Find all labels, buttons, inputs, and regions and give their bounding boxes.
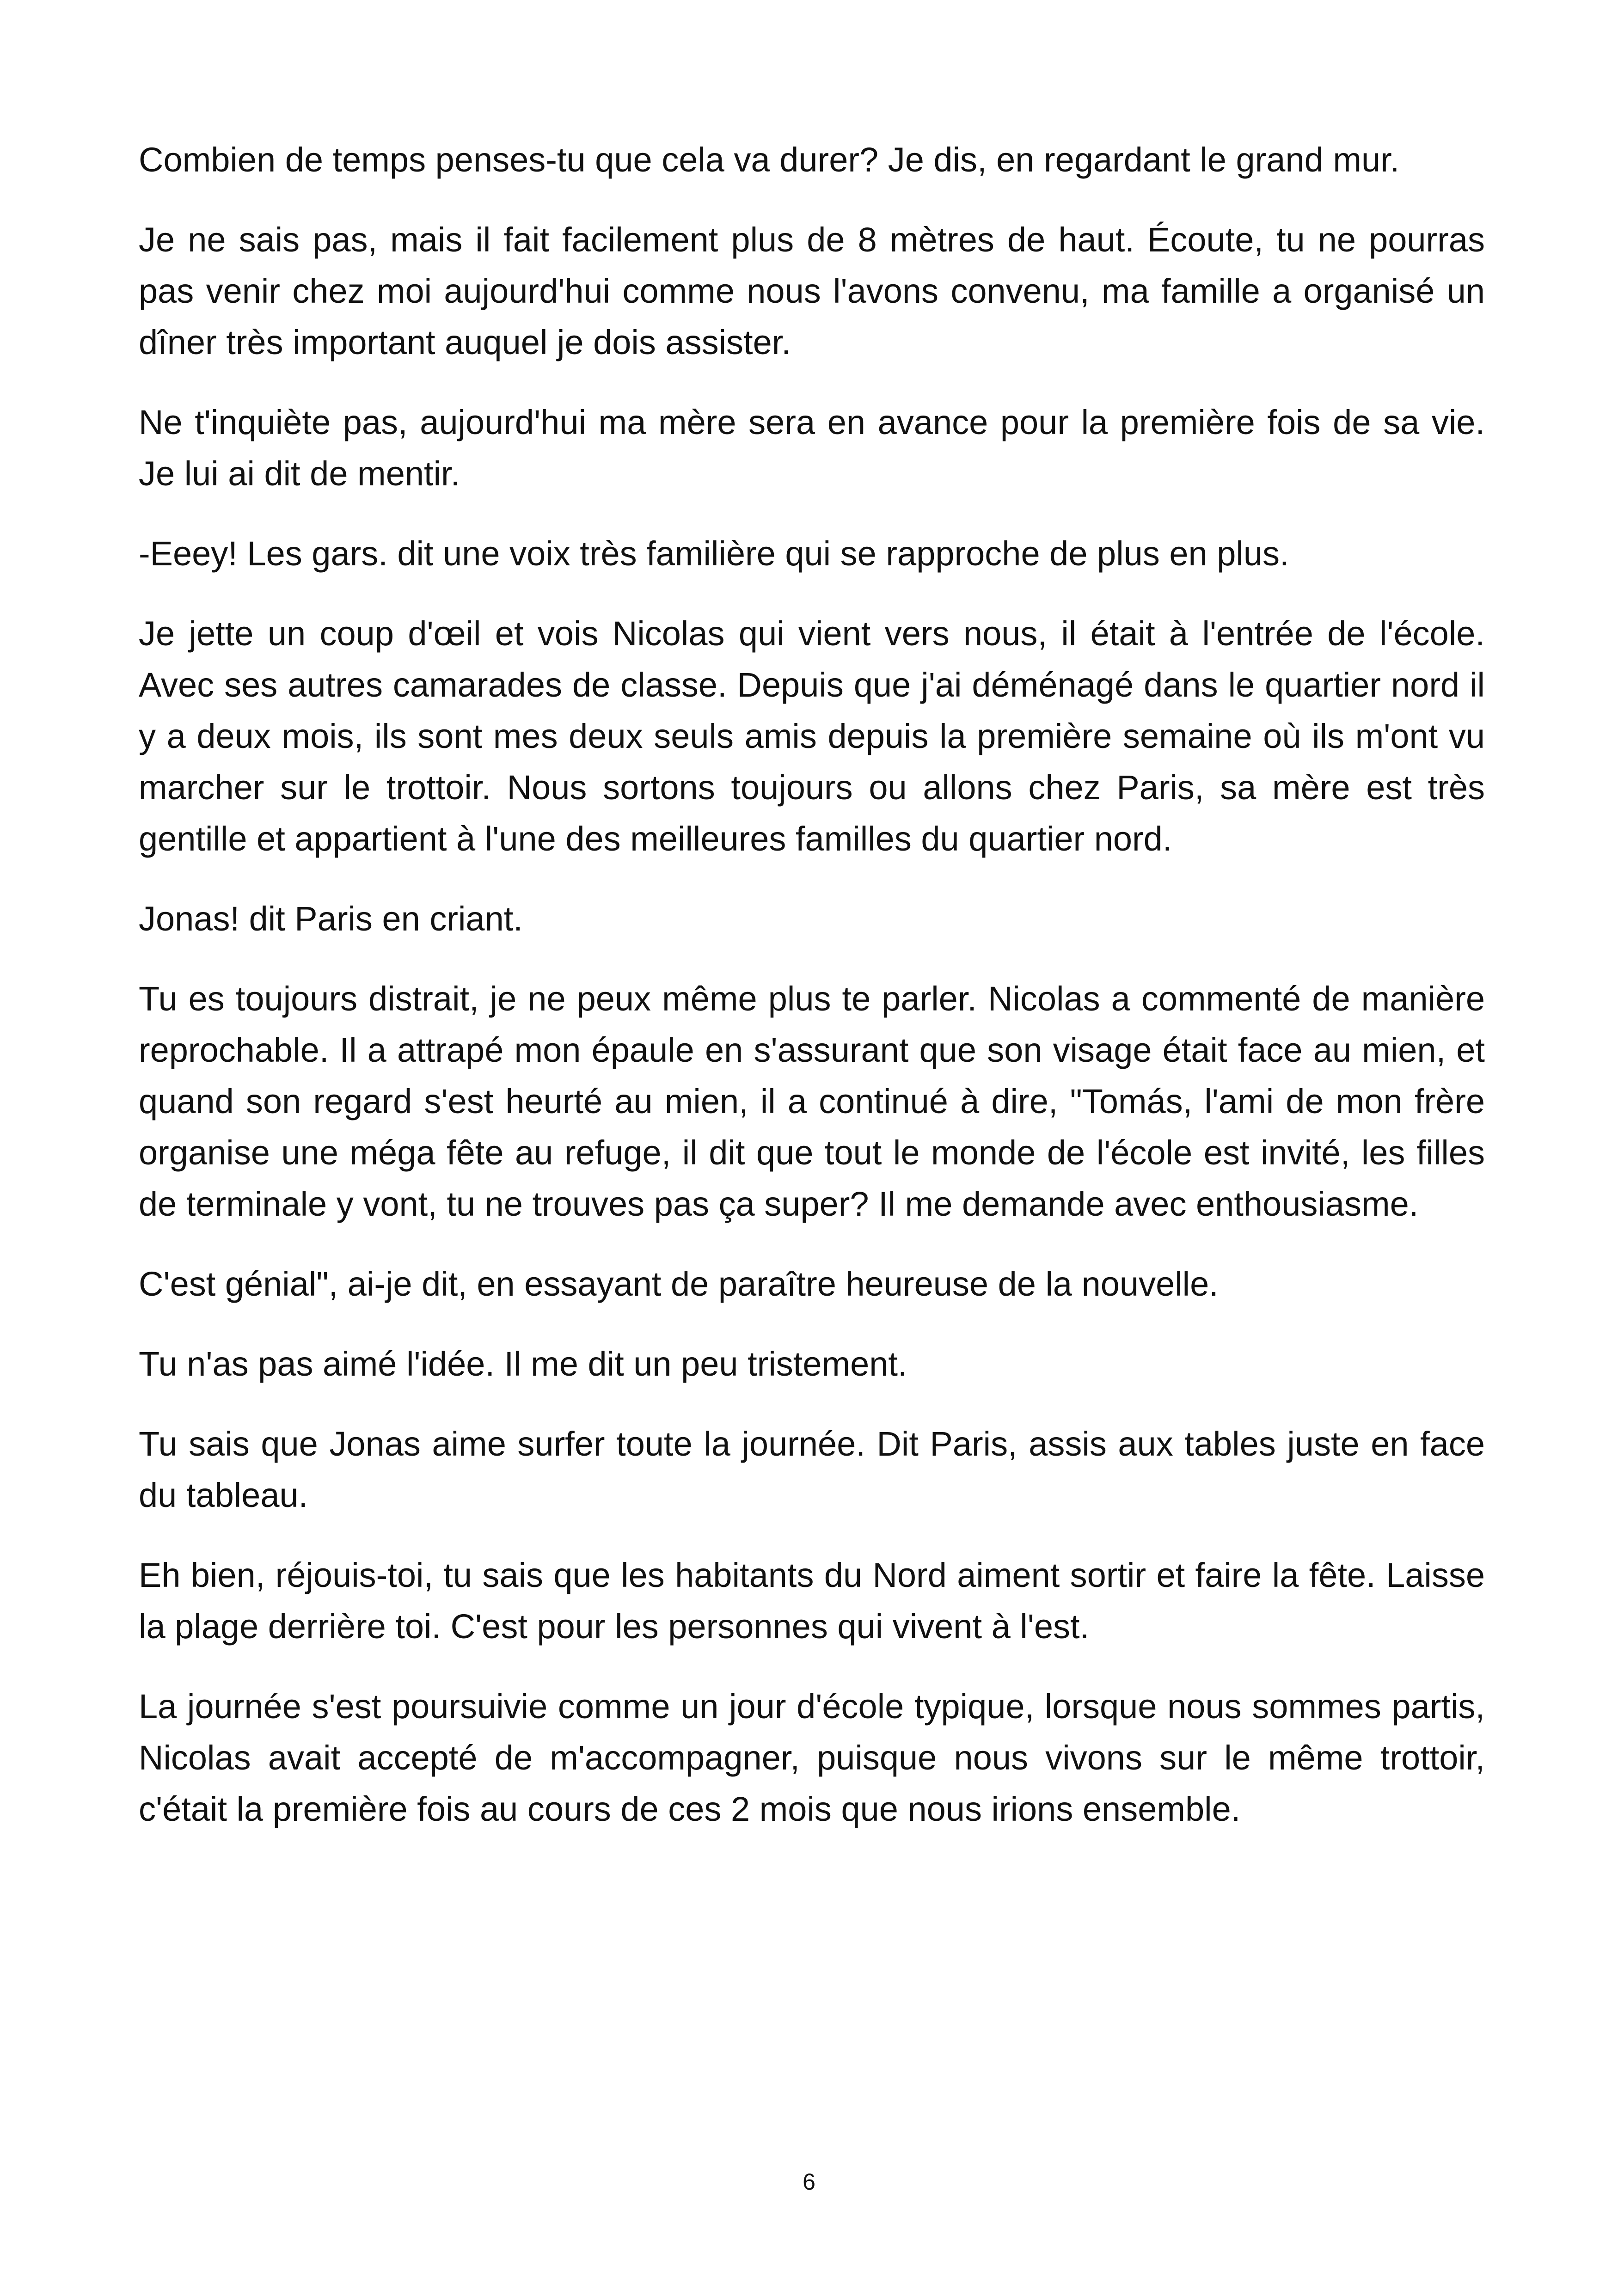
paragraph: Jonas! dit Paris en criant.	[139, 900, 523, 938]
paragraph: Tu n'as pas aimé l'idée. Il me dit un peu tristement.	[139, 1345, 907, 1383]
paragraph: La journée s'est poursuivie comme un jour d'école typique, lorsque nous sommes partis, Nicolas avait accepté de m'accompagner, puisque nous vivons sur le même trottoir, c'était la première fois au cours de ces 2 mois que nous irions ensemble.	[139, 1687, 1485, 1828]
paragraph: Je ne sais pas, mais il fait facilement plus de 8 mètres de haut. Écoute, tu ne pourras pas venir chez moi aujourd'hui comme nous l'avons convenu, ma famille a organisé un dîner très important auquel je dois assister.	[139, 220, 1485, 361]
document-body	[139, 134, 1485, 1863]
paragraph: Combien de temps penses-tu que cela va durer? Je dis, en regardant le grand mur.	[139, 141, 1400, 179]
paragraph: Tu es toujours distrait, je ne peux même plus te parler. Nicolas a commenté de manière reprochable. Il a attrapé mon épaule en s'assurant que son visage était face au mien, et quand son regard s'est heurté au mien, il a continué à dire, "Tomás, l'ami de mon frère organise une méga fête au refuge, il dit que tout le monde de l'école est invité, les filles de terminale y vont, tu ne trouves pas ça super? Il me demande avec enthousiasme.	[139, 980, 1485, 1223]
paragraph: C'est génial", ai-je dit, en essayant de paraître heureuse de la nouvelle.	[139, 1265, 1219, 1303]
page-number: 6	[803, 2169, 815, 2195]
paragraph: Tu sais que Jonas aime surfer toute la journée. Dit Paris, assis aux tables juste en face du tableau.	[139, 1425, 1485, 1514]
paragraph: Ne t'inquiète pas, aujourd'hui ma mère sera en avance pour la première fois de sa vie. Je lui ai dit de mentir.	[139, 403, 1485, 493]
paragraph: Je jette un coup d'œil et vois Nicolas qui vient vers nous, il était à l'entrée de l'école. Avec ses autres camarades de classe. Depuis que j'ai déménagé dans le quartier nord il y a deux mois, ils sont mes deux seuls amis depuis la première semaine où ils m'ont vu marcher sur le trottoir. Nous sortons toujours ou allons chez Paris, sa mère est très gentille et appartient à l'une des meilleures familles du quartier nord.	[139, 614, 1485, 858]
paragraph: -Eeey! Les gars. dit une voix très familière qui se rapproche de plus en plus.	[139, 534, 1289, 573]
paragraph: Eh bien, réjouis-toi, tu sais que les habitants du Nord aiment sortir et faire la fête. Laisse la plage derrière toi. C'est pour les personnes qui vivent à l'est.	[139, 1556, 1485, 1646]
